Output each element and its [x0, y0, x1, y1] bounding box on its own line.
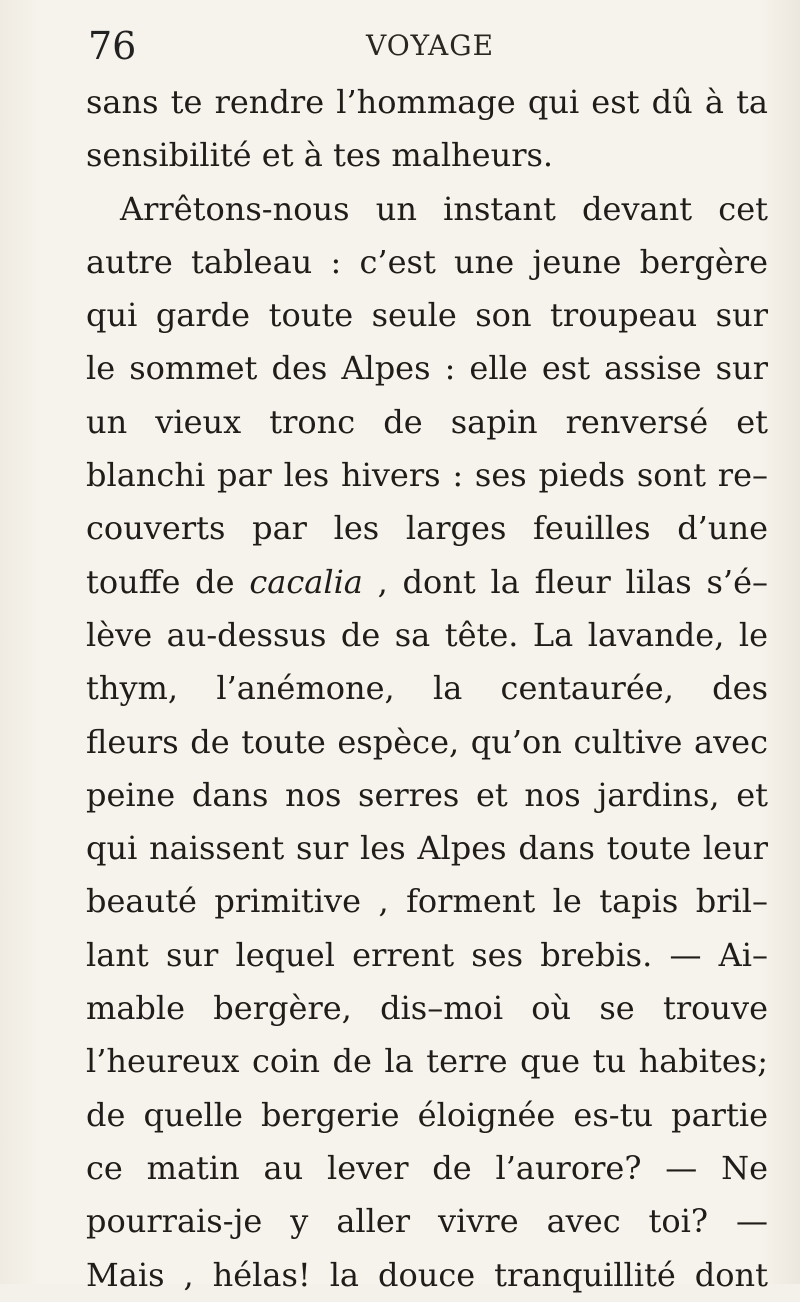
text-line-7: un vieux tronc de sapin renversé et	[86, 402, 768, 441]
text-line-1: sans te rendre l’hommage qui est dû à ta	[86, 83, 768, 121]
running-head: VOYAGE	[366, 29, 495, 62]
text-line-12: thym, l’anémone, la centaurée, des	[86, 669, 768, 708]
text-line-2: sensibilité et à tes malheurs.	[86, 136, 554, 175]
italic-term: cacalia	[249, 562, 363, 601]
text-line-20: de quelle bergerie éloignée es-tu partie	[86, 1095, 768, 1134]
text-line-5: qui garde toute seule son troupeau sur	[86, 296, 768, 335]
text-line-14: peine dans nos serres et nos jardins, et	[86, 775, 768, 814]
text-line-9: couverts par les larges feuilles d’une	[86, 509, 768, 548]
text-line-3: Arrêtons-nous un instant devant cet	[120, 189, 768, 228]
text-line-4: autre tableau : c’est une jeune bergère	[86, 242, 768, 281]
text-line-6: le sommet des Alpes : elle est assise sur	[86, 349, 768, 388]
text-line-10-post: , dont la fleur lilas s’é–	[362, 562, 768, 601]
text-line-11: lève au-dessus de sa tête. La lavande, le	[86, 615, 768, 654]
text-line-10-pre: touffe de	[86, 562, 250, 601]
text-line-10	[86, 556, 768, 609]
text-line-23: Mais , hélas! la douce tranquillité dont	[86, 1255, 768, 1294]
text-line-15: qui naissent sur les Alpes dans toute leur	[86, 829, 768, 868]
text-line-8: blanchi par les hivers : ses pieds sont re–	[86, 456, 768, 495]
text-line-19: l’heureux coin de la terre que tu habites;	[86, 1042, 768, 1081]
page-number: 76	[88, 24, 137, 68]
text-line-21: ce matin au lever de l’aurore? — Ne	[86, 1148, 768, 1187]
text-line-13: fleurs de toute espèce, qu’on cultive avec	[86, 722, 768, 761]
page-header	[88, 22, 768, 70]
body-text	[86, 76, 768, 1302]
text-line-18: mable bergère, dis–moi où se trouve	[86, 989, 768, 1028]
text-line-22: pourrais-je y aller vivre avec toi? —	[86, 1202, 768, 1241]
text-line-16: beauté primitive , forment le tapis bril–	[86, 882, 768, 921]
text-line-17: lant sur lequel errent ses brebis. — Ai–	[86, 935, 768, 974]
